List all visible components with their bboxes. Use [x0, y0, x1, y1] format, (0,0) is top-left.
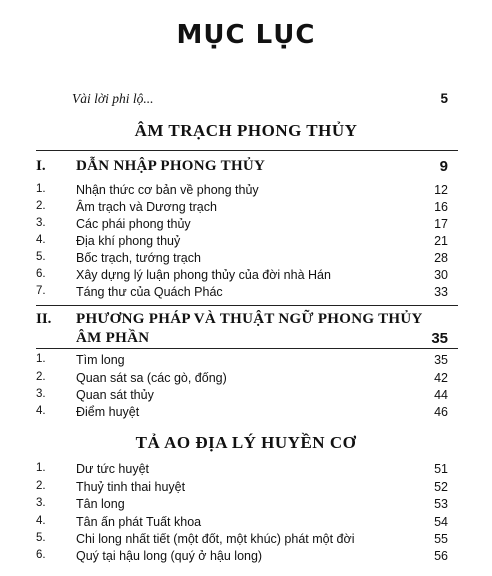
- item-page: 42: [434, 371, 448, 385]
- list-item: [36, 285, 448, 302]
- item-page: 12: [434, 183, 448, 197]
- item-title: Quý tại hậu long (quý ở hậu long): [76, 549, 263, 563]
- item-title: Táng thư của Quách Phác: [76, 285, 223, 299]
- item-number: 6.: [36, 549, 46, 561]
- item-number: 3.: [36, 388, 46, 400]
- item-number: 1.: [36, 462, 46, 474]
- item-title: Chi long nhất tiết (một đốt, một khúc) phát một đời: [76, 532, 355, 546]
- chapter-number: I.: [36, 158, 46, 174]
- list-item: [36, 405, 448, 422]
- item-page: 46: [434, 405, 448, 419]
- item-title: Tân long: [76, 497, 125, 511]
- item-page: 44: [434, 388, 448, 402]
- item-page: 33: [434, 285, 448, 299]
- item-title: Nhận thức cơ bản về phong thủy: [76, 183, 259, 197]
- item-number: 4.: [36, 405, 46, 417]
- list-item: [36, 234, 448, 251]
- chapter-title: DẪN NHẬP PHONG THỦY: [76, 158, 266, 174]
- item-title: Địa khí phong thuỷ: [76, 234, 181, 248]
- item-title: Các phái phong thủy: [76, 217, 191, 231]
- item-title: Tìm long: [76, 353, 125, 367]
- item-title: Quan sát sa (các gò, đống): [76, 371, 227, 385]
- item-page: 17: [434, 217, 448, 231]
- item-number: 5.: [36, 532, 46, 544]
- item-title: Quan sát thủy: [76, 388, 154, 402]
- item-page: 51: [434, 462, 448, 476]
- item-page: 56: [434, 549, 448, 563]
- item-number: 1.: [36, 183, 46, 195]
- item-number: 2.: [36, 371, 46, 383]
- chapter-divider: [36, 348, 458, 349]
- item-title: Xây dựng lý luận phong thủy của đời nhà Hán: [76, 268, 331, 282]
- item-number: 3.: [36, 497, 46, 509]
- item-page: 55: [434, 532, 448, 546]
- item-number: 7.: [36, 285, 46, 297]
- item-title: Thuỷ tinh thai huyệt: [76, 480, 186, 494]
- item-number: 4.: [36, 234, 46, 246]
- item-page: 52: [434, 480, 448, 494]
- list-item: [36, 251, 448, 268]
- list-item: [36, 549, 448, 566]
- item-title: Tân ấn phát Tuất khoa: [76, 515, 202, 529]
- list-item: [36, 353, 448, 370]
- list-item: [36, 217, 448, 234]
- item-title: Bốc trạch, tướng trạch: [76, 251, 201, 265]
- chapter-page: 9: [439, 158, 448, 175]
- page-title: MỤC LỤC: [176, 20, 316, 50]
- item-title: Âm trạch và Dương trạch: [76, 200, 217, 214]
- list-item: [36, 462, 448, 479]
- item-number: 6.: [36, 268, 46, 280]
- prelude-page: 5: [440, 91, 448, 106]
- list-item: [36, 183, 448, 200]
- list-item: [36, 515, 448, 532]
- list-item: [36, 497, 448, 514]
- item-page: 30: [434, 268, 448, 282]
- chapter-title-line1: PHƯƠNG PHÁP VÀ THUẬT NGỮ PHONG THỦY: [76, 311, 423, 327]
- list-item: [36, 371, 448, 388]
- chapter-page: 35: [431, 330, 448, 347]
- item-number: 3.: [36, 217, 46, 229]
- chapter-title-line2: ÂM PHẦN: [76, 330, 150, 346]
- item-title: Điểm huyệt: [76, 405, 140, 419]
- section-title-am-trach: ÂM TRẠCH PHONG THỦY: [134, 121, 358, 140]
- item-number: 1.: [36, 353, 46, 365]
- section-title-ta-ao: TẢ AO ĐỊA LÝ HUYỀN CƠ: [135, 433, 357, 452]
- prelude-entry: [72, 91, 448, 107]
- item-number: 4.: [36, 515, 46, 527]
- item-page: 16: [434, 200, 448, 214]
- item-number: 5.: [36, 251, 46, 263]
- chapter-divider: [36, 150, 458, 151]
- item-page: 54: [434, 515, 448, 529]
- item-page: 53: [434, 497, 448, 511]
- list-item: [36, 480, 448, 497]
- item-number: 2.: [36, 480, 46, 492]
- list-item: [36, 268, 448, 285]
- item-page: 35: [434, 353, 448, 367]
- item-page: 21: [434, 234, 448, 248]
- list-item: [36, 388, 448, 405]
- chapter-divider: [36, 305, 458, 306]
- item-title: Dư tức huyệt: [76, 462, 150, 476]
- item-number: 2.: [36, 200, 46, 212]
- prelude-label: Vài lời phi lộ...: [72, 91, 154, 106]
- item-page: 28: [434, 251, 448, 265]
- list-item: [36, 532, 448, 549]
- chapter-number: II.: [36, 311, 52, 327]
- list-item: [36, 200, 448, 217]
